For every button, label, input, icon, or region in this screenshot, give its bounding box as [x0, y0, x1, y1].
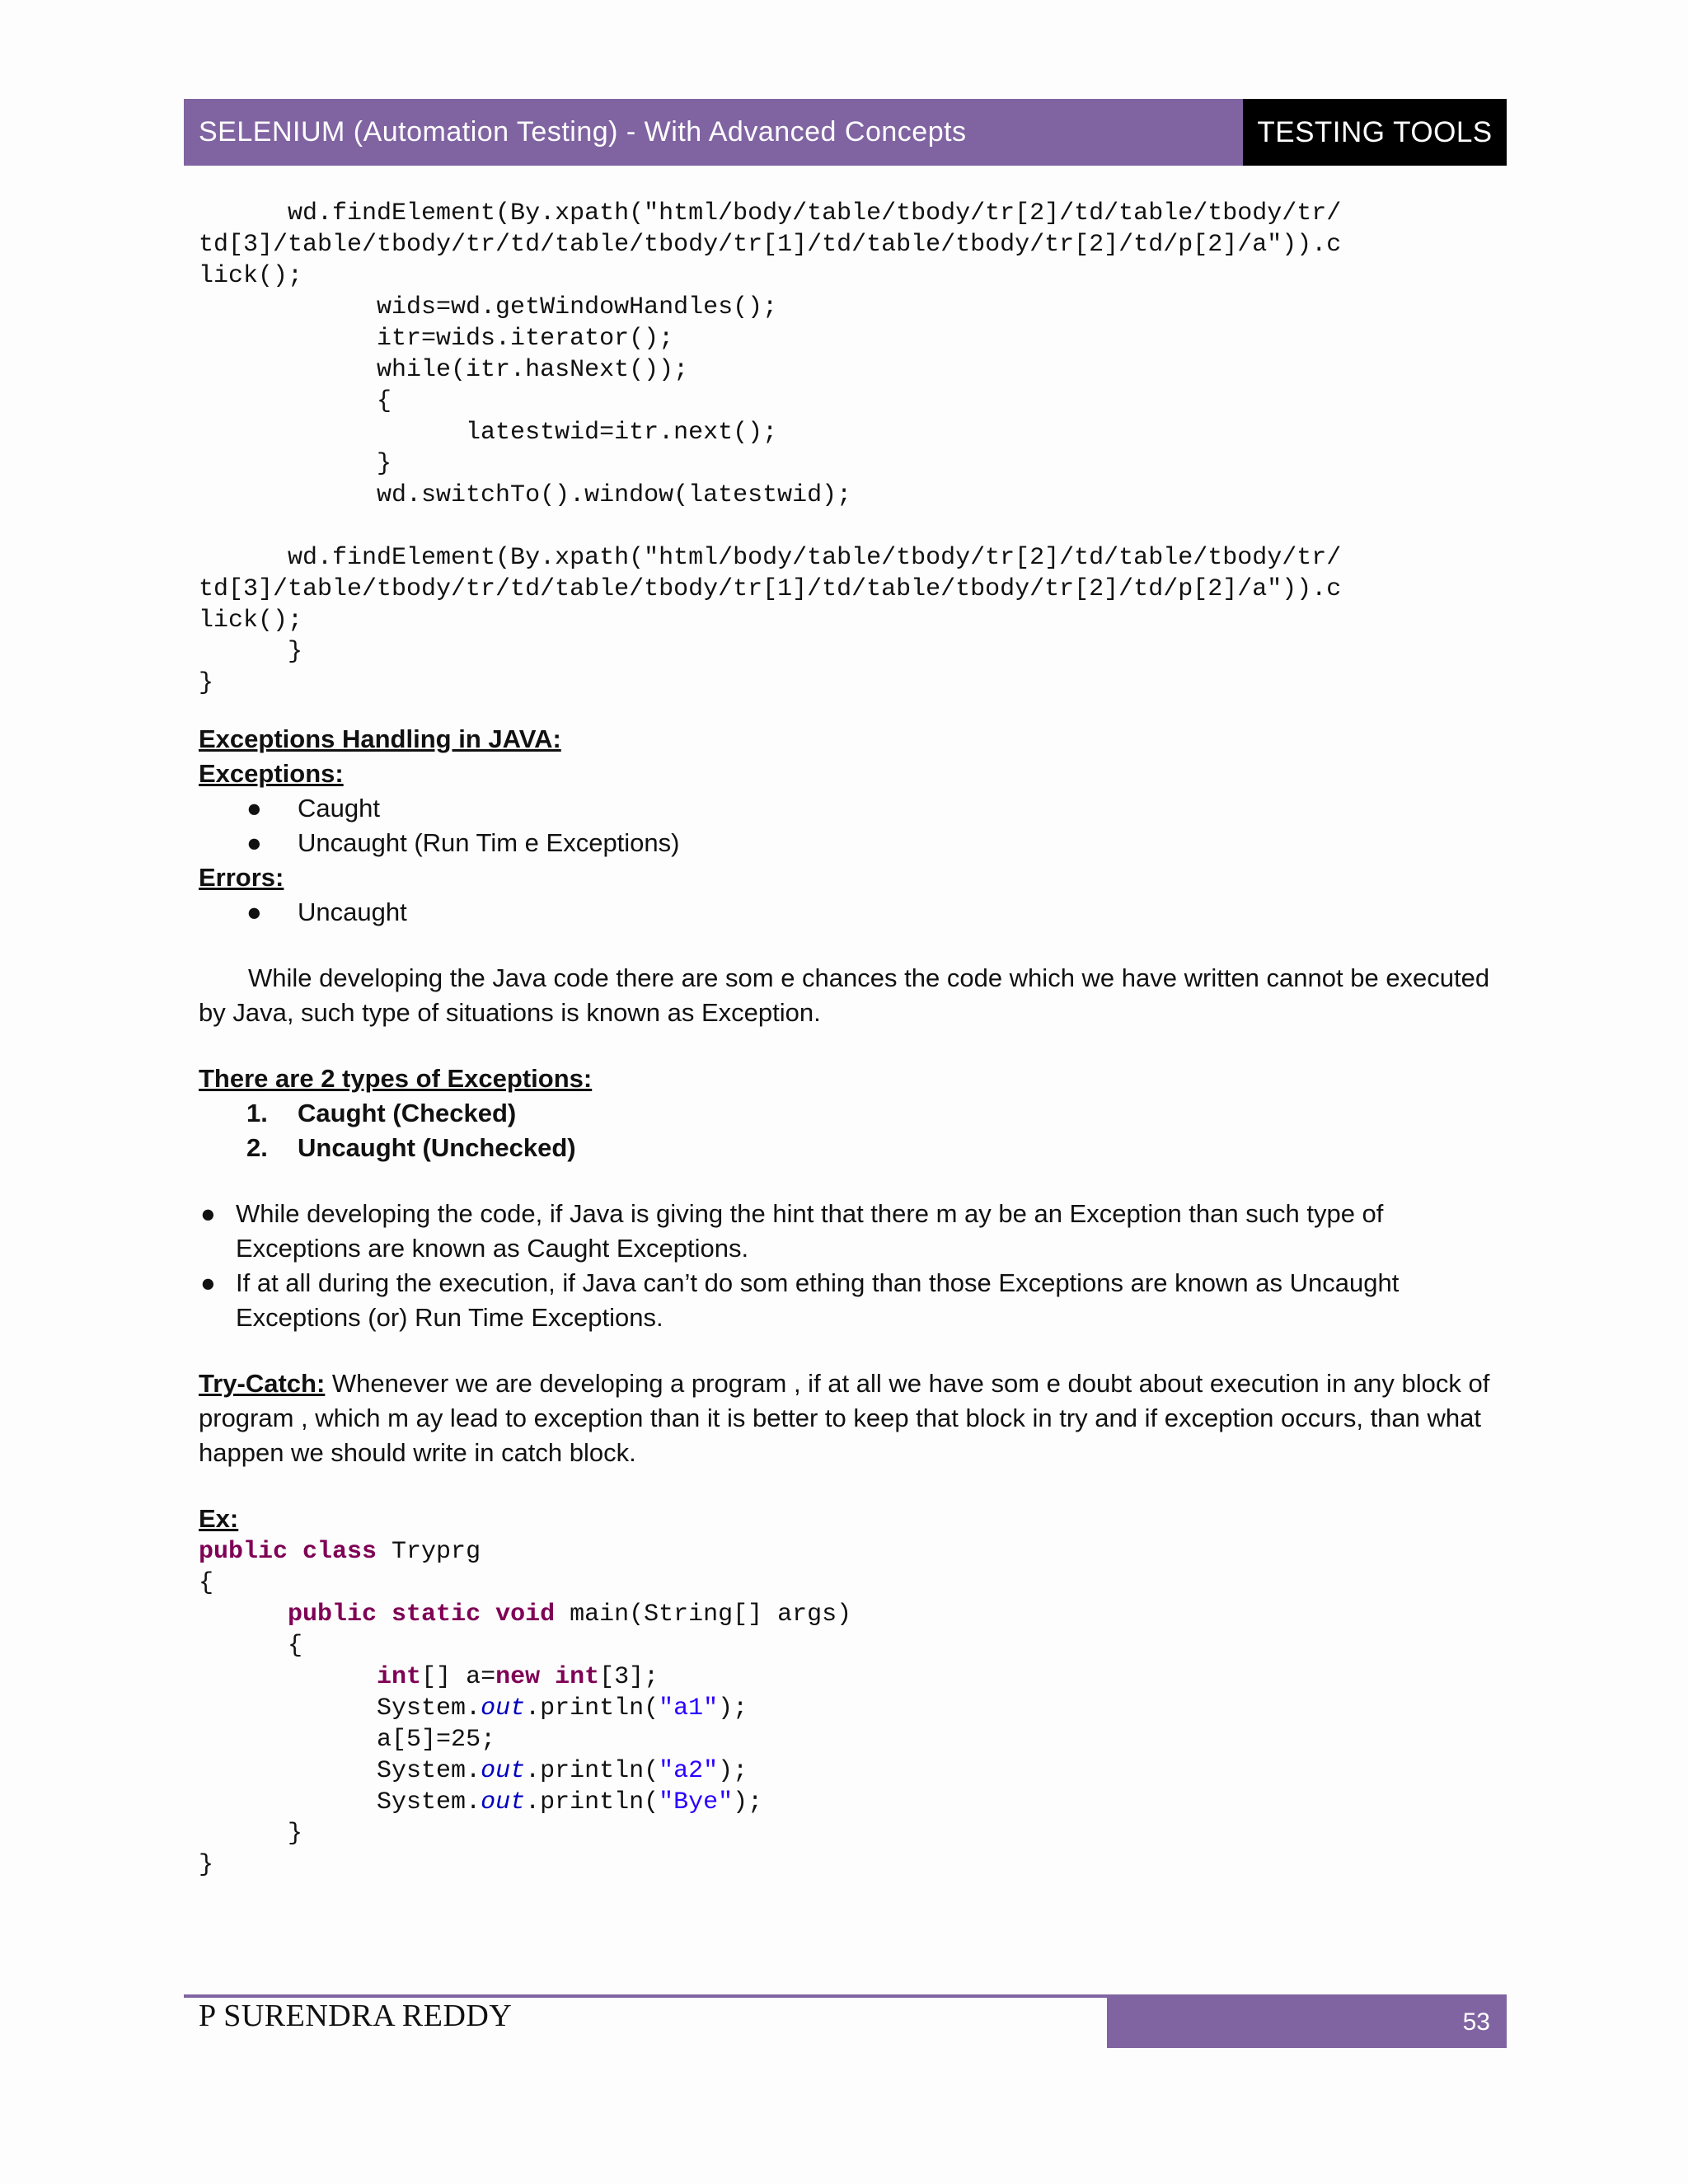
bullet-icon: ● [246, 898, 262, 926]
subheading-exceptions: Exceptions: [199, 759, 344, 788]
code-field: out [481, 1788, 526, 1816]
code-line: lick(); [199, 262, 303, 290]
code-text: [3]; [599, 1663, 659, 1691]
paragraph: While developing the Java code there are som e chances the code which we have written cannot be executed by Java, such type of situations is known as Exception. [199, 963, 1490, 1027]
code-text: ); [718, 1757, 748, 1785]
list-item-text: If at all during the execution, if Java can’t do som ething than those Exceptions are known as Uncaught Exceptions (or) Run Time Exceptions. [236, 1268, 1400, 1332]
list-item-text: Uncaught [298, 898, 407, 926]
list-item [199, 1131, 1501, 1165]
code-line: itr=wids.iterator(); [199, 325, 674, 353]
bullet-icon: ● [246, 794, 262, 823]
code-field: out [481, 1694, 526, 1722]
list-item [199, 895, 1501, 930]
list-item-text: Caught [298, 794, 380, 823]
code-text: { [199, 1569, 214, 1597]
footer-author: P SURENDRA REDDY [199, 1999, 513, 2033]
try-catch-label: Try-Catch: [199, 1369, 326, 1398]
code-line: wd.switchTo().window(latestwid); [199, 481, 852, 509]
try-catch-paragraph [199, 1366, 1501, 1470]
bullet-icon: ● [200, 1199, 216, 1228]
code-text: .println( [525, 1757, 659, 1785]
code-keyword: int [377, 1663, 422, 1691]
code-string: "Bye" [659, 1788, 734, 1816]
code-line: while(itr.hasNext()); [199, 356, 689, 384]
code-field: out [481, 1757, 526, 1785]
code-keyword: new [495, 1663, 541, 1691]
code-block-1 [199, 198, 1501, 699]
code-text: ); [733, 1788, 763, 1816]
page-content [199, 198, 1501, 1881]
bullet-icon: ● [200, 1268, 216, 1297]
code-string: "a2" [659, 1757, 719, 1785]
code-line: } [199, 638, 303, 666]
list-item [199, 826, 1501, 860]
code-line: } [199, 450, 392, 478]
try-catch-text: Whenever we are developing a program , if at all we have som e doubt about execution in any block of program , which m ay lead to exception than it is better to keep that block in try and if exception occurs, than what happen we should write in catch block. [199, 1369, 1490, 1467]
code-text: System. [377, 1788, 481, 1816]
list-item [199, 1096, 1501, 1131]
list-item [199, 1266, 1501, 1335]
code-text: } [199, 1820, 303, 1848]
code-line: td[3]/table/tbody/tr/td/table/tbody/tr[1]/td/table/tbody/tr[2]/td/p[2]/a")).c [199, 231, 1342, 259]
subheading-errors: Errors: [199, 863, 284, 892]
list-item [199, 791, 1501, 826]
code-text: System. [377, 1694, 481, 1722]
list-item [199, 1197, 1501, 1266]
code-line: { [199, 387, 392, 415]
code-keyword: public class [199, 1538, 377, 1566]
code-text: [] a= [421, 1663, 496, 1691]
footer-page-number: 53 [1107, 1996, 1507, 2048]
code-text: a[5]=25; [377, 1726, 496, 1754]
header-title: SELENIUM (Automation Testing) - With Advanced Concepts [184, 99, 1243, 166]
list-item-text: Caught (Checked) [298, 1099, 517, 1127]
code-text: { [199, 1632, 303, 1660]
list-item-text: While developing the code, if Java is giving the hint that there m ay be an Exception than such type of Exceptions are known as Caught Exceptions. [236, 1199, 1384, 1263]
header-badge: TESTING TOOLS [1243, 99, 1507, 166]
example-label: Ex: [199, 1504, 239, 1533]
list-item-text: Uncaught (Run Tim e Exceptions) [298, 828, 680, 857]
code-text: Tryprg [377, 1538, 481, 1566]
bullet-icon: ● [246, 828, 262, 857]
list-number: 1. [246, 1099, 268, 1127]
code-text: .println( [525, 1788, 659, 1816]
list-number: 2. [246, 1133, 268, 1162]
code-keyword: int [555, 1663, 600, 1691]
code-string: "a1" [659, 1694, 719, 1722]
code-line: lick(); [199, 607, 303, 635]
code-text: } [199, 1851, 214, 1879]
code-text: main(String[] args) [555, 1601, 852, 1629]
code-line: td[3]/table/tbody/tr/td/table/tbody/tr[1]/td/table/tbody/tr[2]/td/p[2]/a")).c [199, 575, 1342, 603]
code-line: wd.findElement(By.xpath("html/body/table/tbody/tr[2]/td/table/tbody/tr/ [199, 544, 1342, 572]
code-text: .println( [525, 1694, 659, 1722]
code-text: ); [718, 1694, 748, 1722]
code-line: wids=wd.getWindowHandles(); [199, 293, 778, 321]
code-keyword: public static void [288, 1601, 556, 1629]
code-text: System. [377, 1757, 481, 1785]
code-line: } [199, 669, 214, 697]
code-line: latestwid=itr.next(); [199, 419, 778, 447]
code-block-2 [199, 1536, 1501, 1881]
types-heading: There are 2 types of Exceptions: [199, 1064, 593, 1093]
code-line: wd.findElement(By.xpath("html/body/table/tbody/tr[2]/td/table/tbody/tr/ [199, 199, 1342, 227]
section-heading: Exceptions Handling in JAVA: [199, 724, 561, 753]
page-header [184, 99, 1507, 166]
list-item-text: Uncaught (Unchecked) [298, 1133, 576, 1162]
